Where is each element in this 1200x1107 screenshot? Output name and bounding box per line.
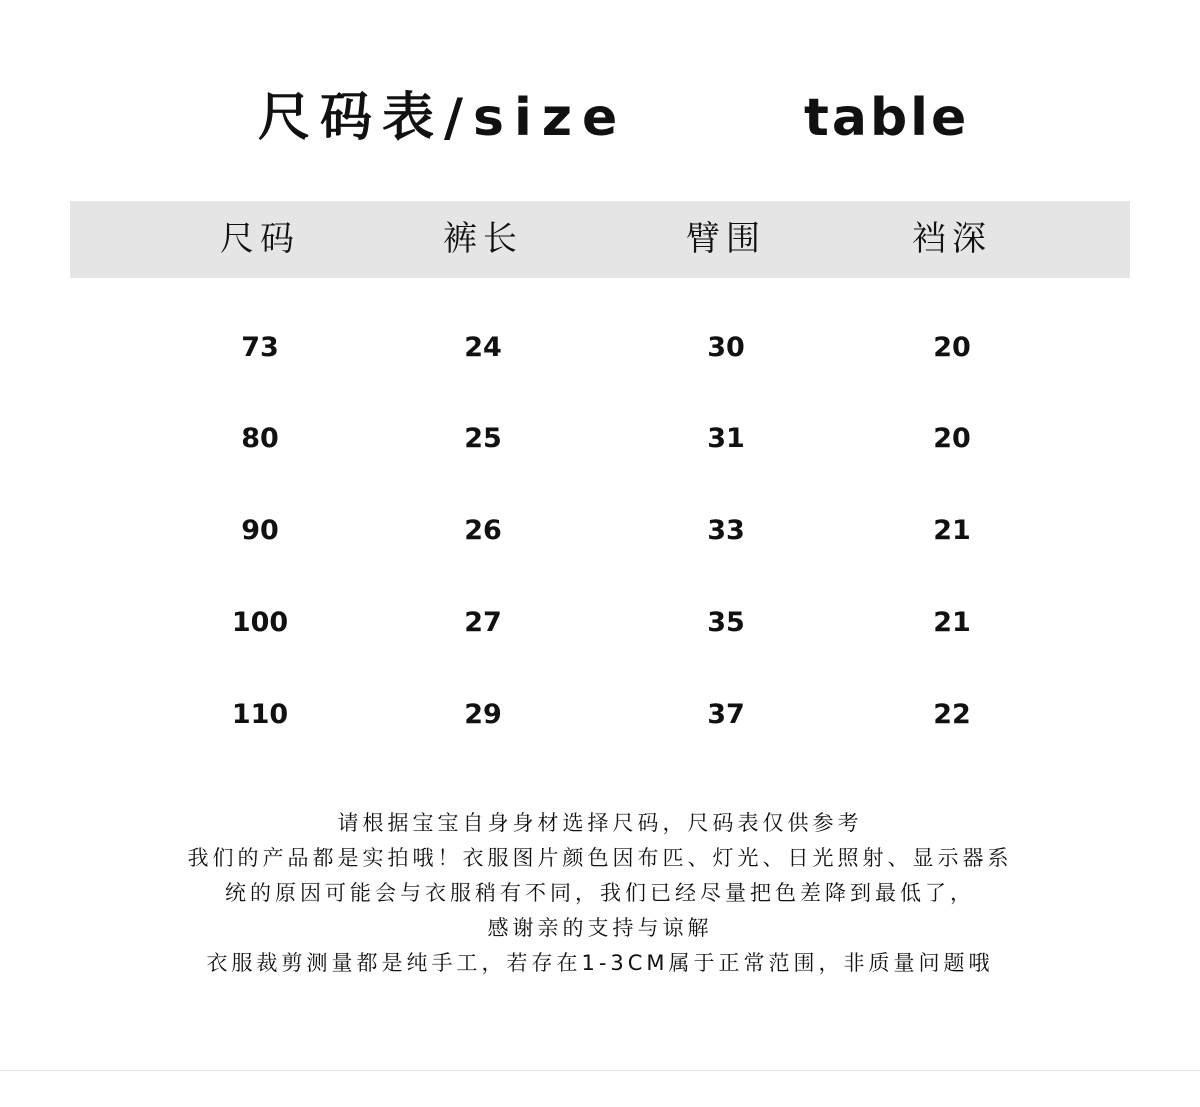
cell-crotch-depth: 22 [933,699,971,730]
table-row [0,318,1200,378]
note-line: 统的原因可能会与衣服稍有不同，我们已经尽量把色差降到最低了， [225,881,975,905]
cell-size: 110 [231,699,289,730]
table-row [0,501,1200,561]
table-row [0,593,1200,653]
cell-size: 73 [241,332,279,363]
cell-size: 100 [231,607,289,638]
cell-crotch-depth: 21 [933,515,971,546]
note-line: 感谢亲的支持与谅解 [487,916,713,940]
note-line: 请根据宝宝自身身材选择尺码，尺码表仅供参考 [337,811,863,835]
note-line: 我们的产品都是实拍哦！衣服图片颜色因布匹、灯光、日光照射、显示器系 [187,846,1013,870]
header-size: 尺码 [220,219,300,259]
table-row [0,685,1200,745]
cell-pants-length: 24 [464,332,502,363]
cell-arm-circumference: 37 [707,699,745,730]
header-arm-circumference: 臂围 [686,219,766,259]
size-notes [0,806,1200,981]
cell-arm-circumference: 35 [707,607,745,638]
bottom-divider [0,1070,1200,1071]
header-crotch-depth: 裆深 [912,219,992,259]
cell-pants-length: 27 [464,607,502,638]
table-row [0,409,1200,469]
cell-crotch-depth: 20 [933,423,971,454]
note-line: 衣服裁剪测量都是纯手工，若存在1-3CM属于正常范围，非质量问题哦 [206,951,994,975]
title-size-chart: 尺码表/size [258,88,628,148]
cell-arm-circumference: 31 [707,423,745,454]
cell-arm-circumference: 33 [707,515,745,546]
cell-crotch-depth: 20 [933,332,971,363]
cell-arm-circumference: 30 [707,332,745,363]
cell-pants-length: 25 [464,423,502,454]
cell-pants-length: 29 [464,699,502,730]
header-pants-length: 裤长 [443,219,523,259]
cell-size: 90 [241,515,279,546]
page-title [0,78,1200,158]
size-table-header [70,201,1130,278]
cell-pants-length: 26 [464,515,502,546]
cell-crotch-depth: 21 [933,607,971,638]
cell-size: 80 [241,423,279,454]
title-table-word: table [804,88,970,148]
